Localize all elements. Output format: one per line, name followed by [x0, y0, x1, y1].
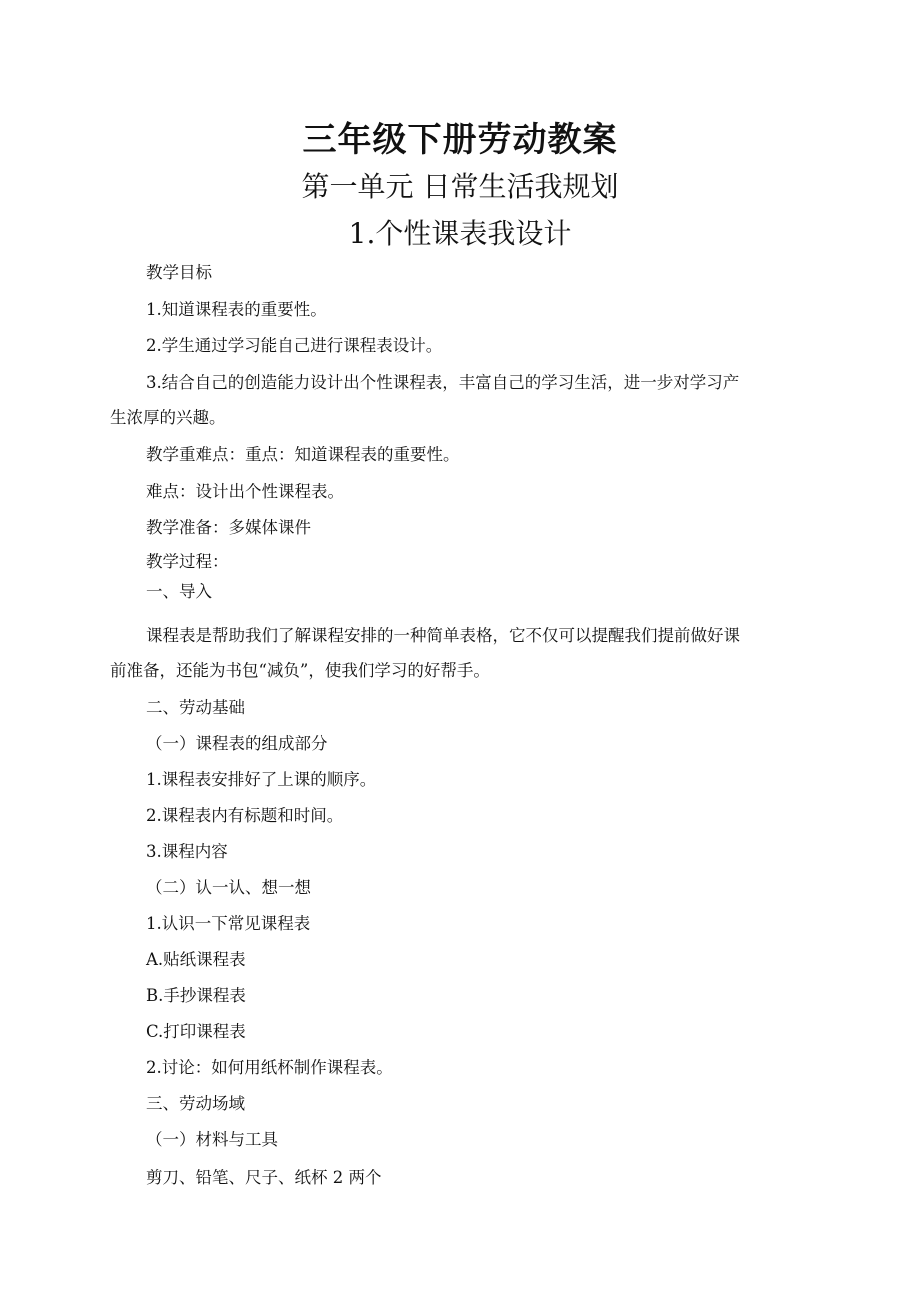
paragraph-line: 教学目标 — [146, 263, 212, 282]
paragraph-line: 生浓厚的兴趣。 — [110, 408, 226, 427]
paragraph-line: 2.学生通过学习能自己进行课程表设计。 — [146, 336, 443, 355]
subsection-heading: （一）材料与工具 — [146, 1130, 278, 1149]
section-heading: 二、劳动基础 — [146, 698, 245, 717]
lesson-title: 1.个性课表我设计 — [348, 217, 572, 250]
list-item: B.手抄课程表 — [146, 986, 246, 1005]
paragraph-line: 教学过程： — [146, 552, 229, 571]
section-heading: 三、劳动场域 — [146, 1094, 245, 1113]
list-item: 2.讨论：如何用纸杯制作课程表。 — [146, 1058, 393, 1077]
paragraph-line: 教学准备：多媒体课件 — [146, 518, 311, 537]
paragraph-line: 难点：设计出个性课程表。 — [146, 482, 344, 501]
unit-title: 第一单元 日常生活我规划 — [301, 170, 619, 203]
list-item: 1.认识一下常见课程表 — [146, 914, 311, 933]
paragraph-line: 前准备，还能为书包“减负”，使我们学习的好帮手。 — [110, 661, 490, 680]
paragraph-line: 1.知道课程表的重要性。 — [146, 300, 327, 319]
paragraph-line: 剪刀、铅笔、尺子、纸杯 2 两个 — [146, 1168, 382, 1187]
list-item: 3.课程内容 — [146, 842, 228, 861]
paragraph-line: 课程表是帮助我们了解课程安排的一种简单表格，它不仅可以提醒我们提前做好课 — [146, 626, 740, 645]
list-item: C.打印课程表 — [146, 1022, 246, 1041]
list-item: 1.课程表安排好了上课的顺序。 — [146, 770, 377, 789]
section-heading: 一、导入 — [146, 582, 212, 601]
document-title: 三年级下册劳动教案 — [302, 120, 618, 160]
subsection-heading: （二）认一认、想一想 — [146, 878, 311, 897]
paragraph-line: 教学重难点：重点：知道课程表的重要性。 — [146, 445, 460, 464]
list-item: A.贴纸课程表 — [146, 950, 246, 969]
subsection-heading: （一）课程表的组成部分 — [146, 734, 328, 753]
paragraph-line: 3.结合自己的创造能力设计出个性课程表，丰富自己的学习生活，进一步对学习产 — [146, 373, 740, 392]
list-item: 2.课程表内有标题和时间。 — [146, 806, 344, 825]
